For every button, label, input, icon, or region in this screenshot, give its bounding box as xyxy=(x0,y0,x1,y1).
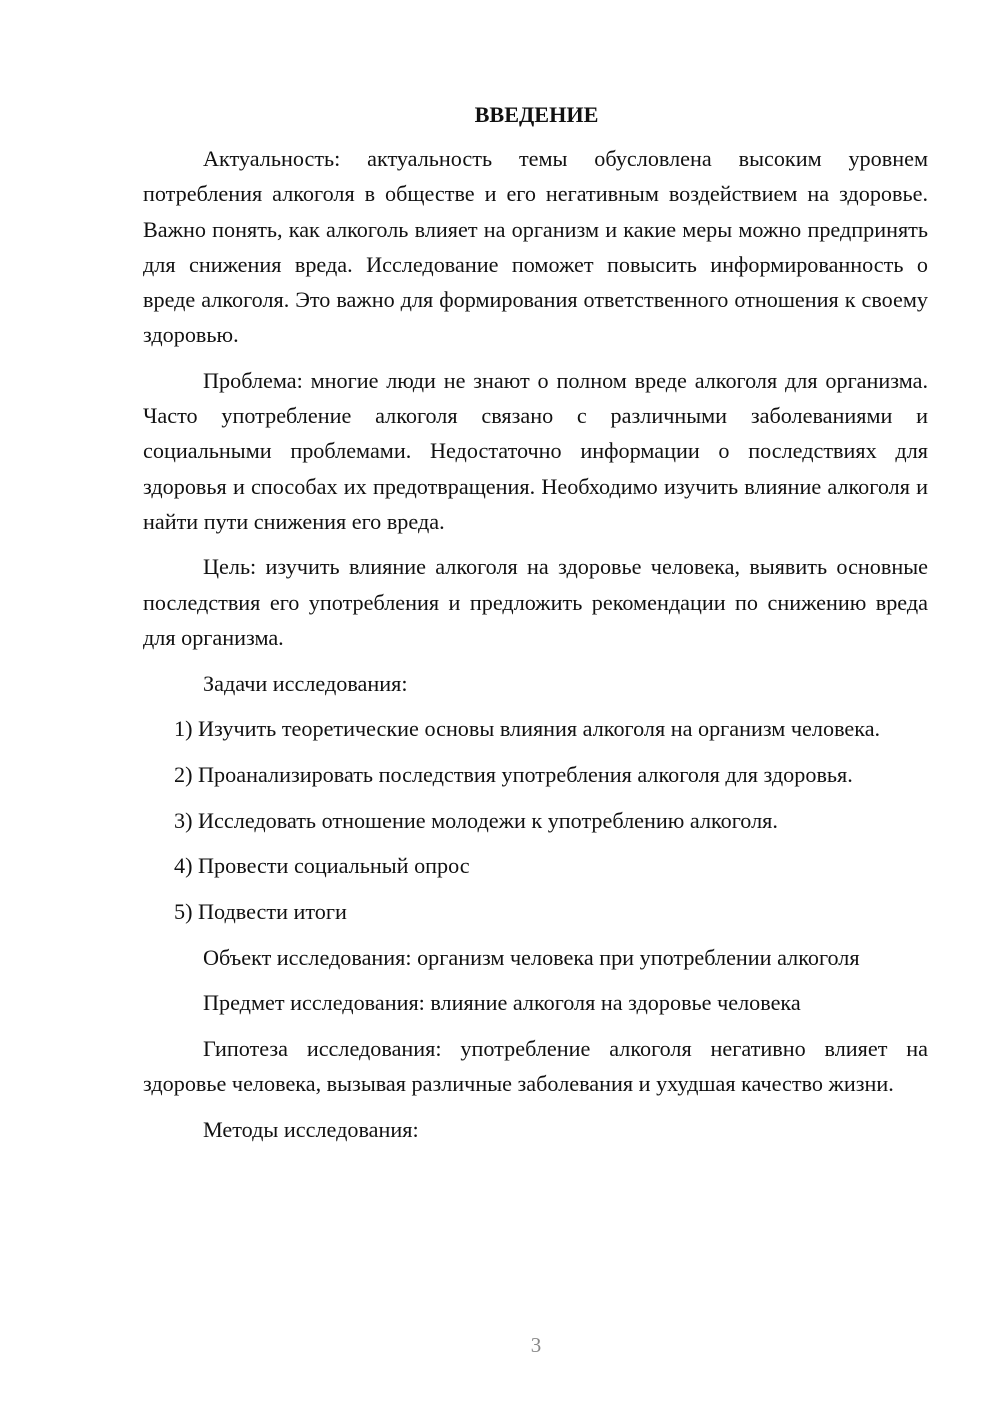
paragraph-relevance: Актуальность: актуальность темы обусловлена высоким уровнем потребления алкоголя в обществе и его негативным воздействием на здоровье. Важно понять, как алкоголь влияет на организм и какие меры можно предпринять для снижения вреда. Исследование поможет повысить информированность о вреде алкоголя. Это важно для формирования ответственного отношения к своему здоровью. xyxy=(143,146,928,348)
page-number: 3 xyxy=(530,1333,542,1357)
paragraph-methods: Методы исследования: xyxy=(203,1117,419,1143)
section-heading: ВВЕДЕНИЕ xyxy=(474,102,599,127)
task-item-4: 4) Провести социальный опрос xyxy=(174,853,470,879)
paragraph-problem: Проблема: многие люди не знают о полном вреде алкоголя для организма. Часто употребление алкоголя связано с различными заболеваниями и социальными проблемами. Недостаточно информации о последствиях для здоровья и способах их предотвращения. Необходимо изучить влияние алкоголя и найти пути снижения его вреда. xyxy=(143,367,928,534)
page-content xyxy=(143,97,928,1158)
task-item-2: 2) Проанализировать последствия употребления алкоголя для здоровья. xyxy=(174,761,853,787)
task-item-5: 5) Подвести итоги xyxy=(174,899,347,925)
tasks-heading: Задачи исследования: xyxy=(203,670,408,696)
paragraph-hypothesis: Гипотеза исследования: употребление алкоголя негативно влияет на здоровье человека, вызывая различные заболевания и ухудшая качество жизни. xyxy=(143,1036,928,1097)
paragraph-subject: Предмет исследования: влияние алкоголя на здоровье человека xyxy=(203,990,801,1016)
task-item-1: 1) Изучить теоретические основы влияния алкоголя на организм человека. xyxy=(174,716,881,742)
paragraph-object: Объект исследования: организм человека при употреблении алкоголя xyxy=(203,944,860,970)
paragraph-goal: Цель: изучить влияние алкоголя на здоровье человека, выявить основные последствия его употребления и предложить рекомендации по снижению вреда для организма. xyxy=(143,554,928,650)
task-item-3: 3) Исследовать отношение молодежи к употреблению алкоголя. xyxy=(174,807,778,833)
